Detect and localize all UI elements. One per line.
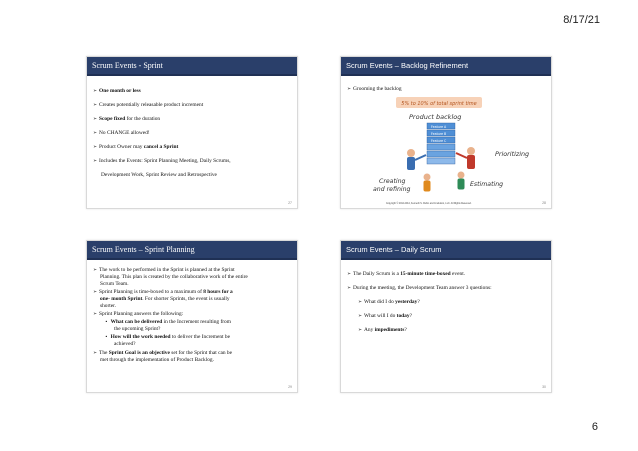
bullet: ➢ Creates potentially releasable product increment <box>93 102 204 108</box>
person-figure <box>458 172 465 190</box>
slide-number: 30 <box>542 385 546 389</box>
arrow-bullet-icon: ➢ <box>93 145 98 150</box>
bullet: ➢ Product Owner may cancel a Sprint <box>93 144 179 150</box>
sub-bullet: ➢ What will I do today? <box>358 313 412 319</box>
slide-number: 28 <box>542 201 546 205</box>
sub-bullet: ➢ What did I do yesterday? <box>358 299 420 305</box>
person-figure <box>456 147 475 169</box>
paragraph-line: shorter. <box>100 303 117 309</box>
arrow-bullet-icon: ➢ <box>93 268 98 273</box>
bullet-continuation: Development Work, Sprint Review and Retrospective <box>101 172 217 178</box>
slide-backlog-refinement <box>340 56 552 209</box>
creating-label: Creating <box>379 178 406 185</box>
bullet: ➢ The Daily Scrum is a 15-minute time-boxed event. <box>347 271 466 277</box>
prioritizing-label: Prioritizing <box>495 150 530 158</box>
time-banner-text: 5% to 10% of total sprint time <box>401 100 477 107</box>
bullet: ➢ One month or less <box>93 88 141 94</box>
paragraph-line: Planning. This plan is created by the collaborative work of the entire <box>100 274 248 280</box>
slide-number: 29 <box>288 385 292 389</box>
arrow-bullet-icon: ➢ <box>347 87 352 92</box>
dot-bullet-icon: • <box>105 335 108 340</box>
slide-sprint <box>86 56 298 209</box>
copyright-note: Copyright © 2012-2014, Kenneth S. Rubin and Innolution, LLC. All Rights Reserved. <box>386 203 472 205</box>
feature-label: Feature C <box>431 138 447 143</box>
sub-bullet: ➢ Any impediments? <box>358 327 407 333</box>
paragraph: ➢ Sprint Planning answers the following: <box>93 311 184 317</box>
paragraph: ➢ The work to be performed in the Sprint is planned at the Sprint <box>93 267 235 273</box>
arrow-bullet-icon: ➢ <box>93 290 98 295</box>
paragraph: ➢ The Sprint Goal is an objective set for the Sprint that can be <box>93 350 232 356</box>
person-figure <box>424 174 431 192</box>
arrow-bullet-icon: ➢ <box>93 131 98 136</box>
feature-label: Feature B <box>431 131 447 136</box>
bullet: ➢ Includes the Events: Sprint Planning Meeting, Daily Scrums, <box>93 158 231 164</box>
paragraph-line: Scrum Team. <box>100 281 129 287</box>
page-number: 6 <box>591 421 598 433</box>
paragraph: ➢ Sprint Planning is time-boxed to a maximum of 8 hours for a <box>93 289 233 295</box>
bullet: ➢ Grooming the backlog <box>347 86 402 92</box>
refining-label: and refining <box>373 186 411 193</box>
slide-daily-scrum <box>340 240 552 393</box>
backlog-refinement-illustration <box>369 95 549 205</box>
sub-bullet-line: the upcoming Sprint? <box>114 326 161 332</box>
arrow-bullet-icon: ➢ <box>93 89 98 94</box>
arrow-bullet-icon: ➢ <box>93 312 98 317</box>
bullet: ➢ Scope fixed for the duration <box>93 116 161 122</box>
arrow-bullet-icon: ➢ <box>358 300 363 305</box>
arrow-bullet-icon: ➢ <box>93 103 98 108</box>
slide-title: Scrum Events – Sprint Planning <box>87 241 297 260</box>
bullet: ➢ During the meeting, the Development Team answer 3 questions: <box>347 285 492 291</box>
sub-bullet: • What can be delivered in the Increment resulting from <box>105 319 231 325</box>
slide-title: Scrum Events - Sprint <box>87 57 297 76</box>
backlog-stack <box>427 123 455 164</box>
backlog-title: Product backlog <box>409 113 462 121</box>
arrow-bullet-icon: ➢ <box>358 314 363 319</box>
sub-bullet: • How will the work needed to deliver the Increment be <box>105 334 230 340</box>
arrow-bullet-icon: ➢ <box>93 159 98 164</box>
slide-sprint-planning <box>86 240 298 393</box>
arrow-bullet-icon: ➢ <box>93 117 98 122</box>
slide-number: 27 <box>288 201 292 205</box>
sub-bullet-line: achieved? <box>114 341 136 347</box>
arrow-bullet-icon: ➢ <box>358 328 363 333</box>
slide-title: Scrum Events – Daily Scrum <box>341 241 551 260</box>
dot-bullet-icon: • <box>105 320 108 325</box>
paragraph-line: met through the implementation of Product Backlog. <box>100 357 214 363</box>
person-figure <box>407 149 426 170</box>
bullet: ➢ No CHANGE allowed! <box>93 130 150 136</box>
arrow-bullet-icon: ➢ <box>93 351 98 356</box>
feature-label: Feature A <box>431 124 447 129</box>
slide-title: Scrum Events – Backlog Refinement <box>341 57 551 76</box>
arrow-bullet-icon: ➢ <box>347 286 352 291</box>
page-date: 8/17/21 <box>563 14 600 26</box>
arrow-bullet-icon: ➢ <box>347 272 352 277</box>
estimating-label: Estimating <box>470 181 504 188</box>
paragraph-line: one- month Sprint. For shorter Sprints, the event is usually <box>100 296 230 302</box>
